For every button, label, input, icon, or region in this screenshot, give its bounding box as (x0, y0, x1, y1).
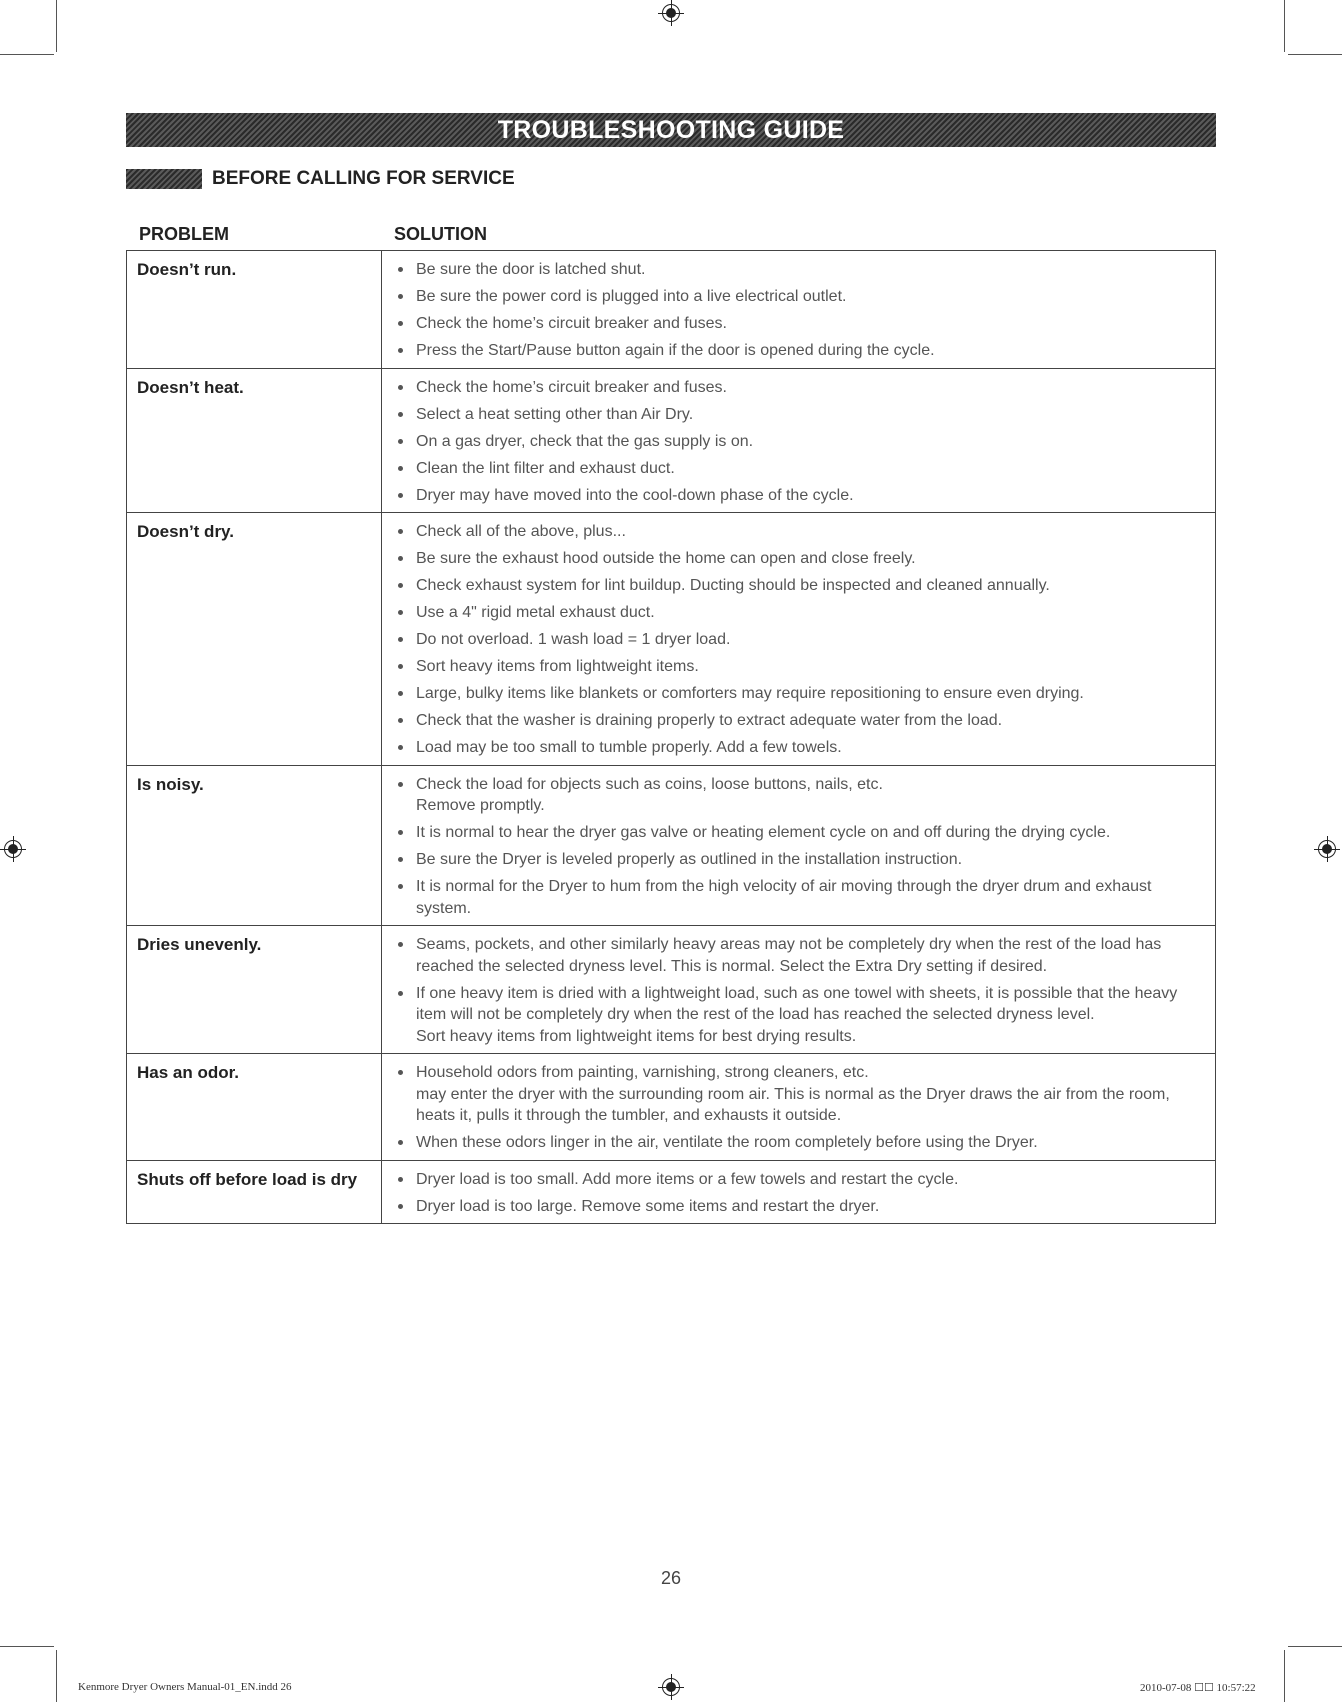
page-title: TROUBLESHOOTING GUIDE (126, 113, 1216, 147)
solution-text: It is normal for the Dryer to hum from the high velocity of air moving through the dryer drum and exhaust system. (416, 878, 1152, 917)
solution-text: On a gas dryer, check that the gas supply is on. (416, 432, 754, 450)
solution-item (390, 737, 1205, 759)
solution-item (390, 934, 1205, 977)
solution-item (390, 404, 1205, 426)
problem-cell: Has an odor. (127, 1054, 382, 1161)
registration-mark-icon (662, 1678, 680, 1696)
solution-item (390, 521, 1205, 543)
solution-item (390, 575, 1205, 597)
crop-mark (56, 0, 57, 52)
solution-item (390, 259, 1205, 281)
registration-mark-icon (4, 840, 22, 858)
solution-text: Dryer may have moved into the cool-down phase of the cycle. (416, 486, 854, 504)
solution-text: Large, bulky items like blankets or comforters may require repositioning to ensure even drying. (416, 685, 1084, 702)
solution-text: Dryer load is too large. Remove some items and restart the dryer. (416, 1197, 880, 1215)
solution-item (390, 1196, 1205, 1218)
solution-item (390, 1062, 1205, 1127)
solution-text: Check exhaust system for lint buildup. Ducting should be inspected and cleaned annually. (416, 577, 1050, 594)
solution-list (390, 259, 1205, 362)
solution-text: Be sure the exhaust hood outside the home can open and close freely. (416, 550, 916, 567)
solution-item (390, 602, 1205, 624)
solution-list (390, 934, 1205, 1047)
solution-item (390, 377, 1205, 399)
solution-list (390, 521, 1205, 759)
problem-cell: Is noisy. (127, 765, 382, 926)
crop-mark (1284, 0, 1285, 52)
solution-item (390, 1132, 1205, 1154)
solution-text: may enter the dryer with the surrounding room air. This is normal as the Dryer draws the air from the room, heats it, pulls it through the tumbler, and exhausts it outside. (416, 1085, 1170, 1124)
registration-mark-icon (662, 4, 680, 22)
table-row (127, 368, 1216, 513)
solution-text: Seams, pockets, and other similarly heavy areas may not be completely dry when the rest of the load has reached the selected dryness level. This is normal. Select the Extra Dry setting if desired. (416, 936, 1162, 975)
section-title: BEFORE CALLING FOR SERVICE (212, 168, 515, 189)
solution-item (390, 286, 1205, 308)
table-row (127, 513, 1216, 766)
solution-text: Check all of the above, plus... (416, 523, 626, 540)
solution-cell (382, 251, 1216, 369)
solution-item (390, 822, 1205, 844)
solution-text: Check that the washer is draining properly to extract adequate water from the load. (416, 712, 1003, 729)
solution-list (390, 377, 1205, 507)
solution-item (390, 313, 1205, 335)
solution-item (390, 1169, 1205, 1191)
problem-cell: Dries unevenly. (127, 926, 382, 1054)
solution-cell (382, 1160, 1216, 1224)
crop-mark (0, 1646, 54, 1647)
problem-cell: Doesn’t run. (127, 251, 382, 369)
solution-text: Check the load for objects such as coins, loose buttons, nails, etc. (416, 775, 883, 793)
solution-item (390, 548, 1205, 570)
solution-text: Load may be too small to tumble properly. Add a few towels. (416, 739, 842, 756)
solution-text: Be sure the power cord is plugged into a live electrical outlet. (416, 288, 847, 305)
problem-cell: Doesn’t dry. (127, 513, 382, 766)
solution-list (390, 1062, 1205, 1154)
solution-item (390, 710, 1205, 732)
solution-cell (382, 513, 1216, 766)
problem-cell: Doesn’t heat. (127, 368, 382, 513)
solution-text: When these odors linger in the air, ventilate the room completely before using the Dryer. (416, 1134, 1038, 1151)
solution-text: Select a heat setting other than Air Dry. (416, 405, 694, 423)
crop-mark (1284, 1650, 1285, 1702)
solution-text: Sort heavy items from lightweight items for best drying results. (416, 1027, 857, 1045)
solution-item (390, 431, 1205, 453)
solution-text: It is normal to hear the dryer gas valve or heating element cycle on and off during the drying cycle. (416, 824, 1111, 841)
solution-text: Be sure the door is latched shut. (416, 261, 646, 278)
solution-text: If one heavy item is dried with a lightweight load, such as one towel with sheets, it is possible that the heavy item will not be completely dry when the rest of the load has reached the selected dryness level. (416, 984, 1178, 1023)
solution-item (390, 849, 1205, 871)
solution-text: Clean the lint filter and exhaust duct. (416, 459, 675, 477)
table-row (127, 765, 1216, 926)
solution-text: Remove promptly. (416, 797, 545, 814)
footer-timestamp: 2010-07-08 ☐☐ 10:57:22 (1140, 1682, 1256, 1694)
solution-item (390, 774, 1205, 817)
table-row (127, 251, 1216, 369)
solution-text: Sort heavy items from lightweight items. (416, 658, 699, 675)
solution-cell (382, 926, 1216, 1054)
solution-cell (382, 368, 1216, 513)
problem-cell: Shuts off before load is dry (127, 1160, 382, 1224)
solution-item (390, 876, 1205, 919)
solution-item (390, 656, 1205, 678)
solution-column-header: SOLUTION (394, 224, 487, 244)
table-row (127, 1054, 1216, 1161)
solution-text: Be sure the Dryer is leveled properly as outlined in the installation instruction. (416, 851, 963, 868)
solution-cell (382, 1054, 1216, 1161)
solution-text: Check the home’s circuit breaker and fuses. (416, 378, 727, 396)
solution-list (390, 1169, 1205, 1218)
section-marker (126, 169, 202, 189)
solution-item (390, 340, 1205, 362)
solution-cell (382, 765, 1216, 926)
registration-mark-icon (1318, 840, 1336, 858)
crop-mark (1288, 1646, 1342, 1647)
solution-text: Dryer load is too small. Add more items or a few towels and restart the cycle. (416, 1170, 959, 1188)
solution-list (390, 774, 1205, 920)
table-row (127, 926, 1216, 1054)
solution-item (390, 458, 1205, 480)
section-header (126, 168, 515, 190)
solution-item (390, 683, 1205, 705)
troubleshooting-table (126, 250, 1216, 1224)
page-number: 26 (660, 1568, 682, 1588)
solution-text: Use a 4" rigid metal exhaust duct. (416, 604, 655, 621)
solution-text: Check the home’s circuit breaker and fuses. (416, 315, 727, 332)
solution-item (390, 629, 1205, 651)
footer-file-info: Kenmore Dryer Owners Manual-01_EN.indd 26 (78, 1681, 292, 1693)
solution-text: Press the Start/Pause button again if the door is opened during the cycle. (416, 342, 935, 359)
problem-column-header: PROBLEM (139, 224, 229, 244)
table-row (127, 1160, 1216, 1224)
crop-mark (1288, 54, 1342, 55)
solution-text: Household odors from painting, varnishing, strong cleaners, etc. (416, 1064, 869, 1081)
solution-text: Do not overload. 1 wash load = 1 dryer load. (416, 631, 731, 648)
crop-mark (0, 54, 54, 55)
solution-item (390, 983, 1205, 1048)
solution-item (390, 485, 1205, 507)
crop-mark (56, 1650, 57, 1702)
